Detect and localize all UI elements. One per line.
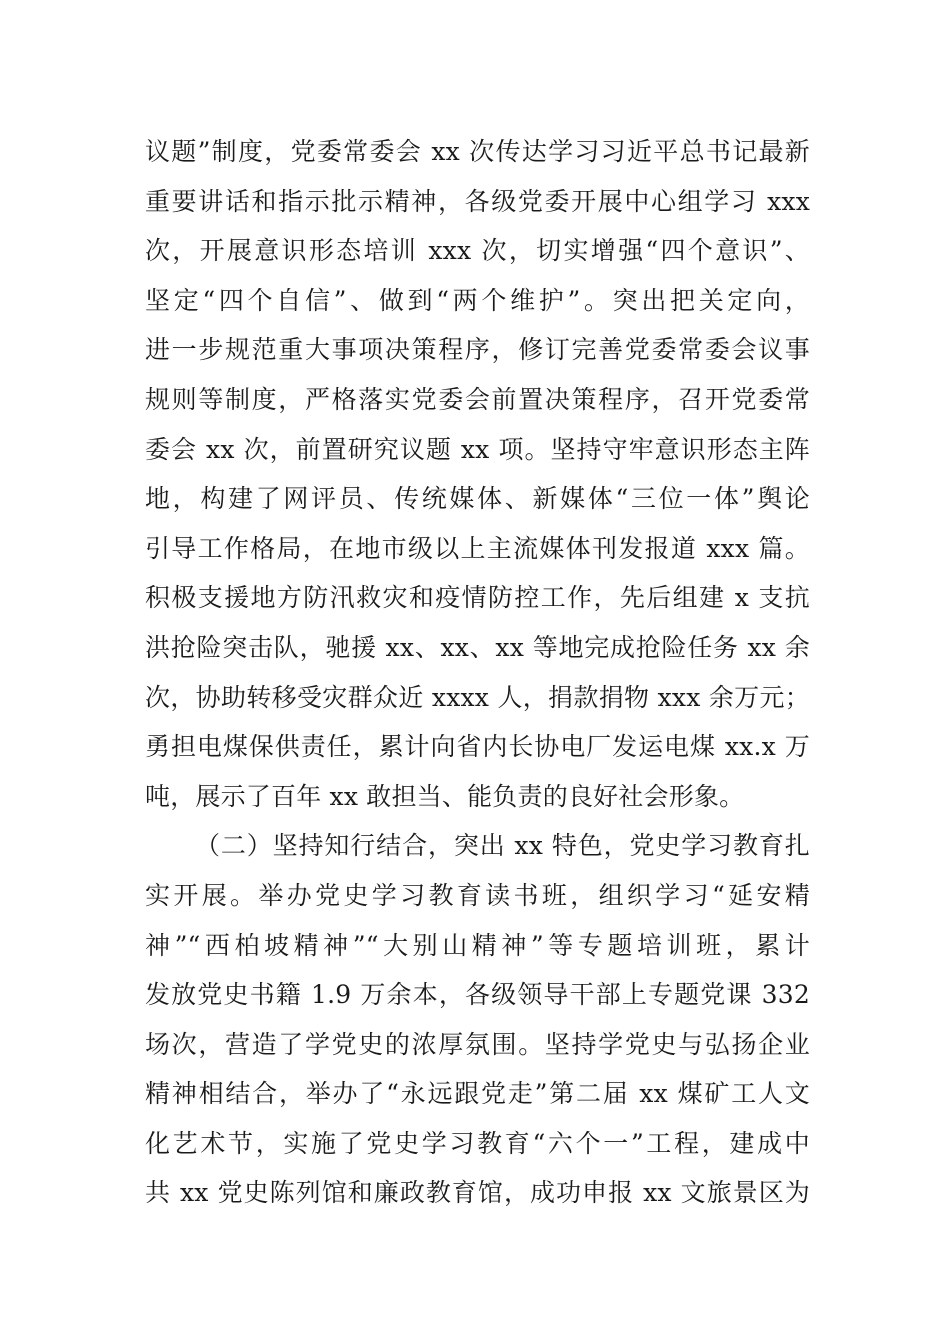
- text-line: 勇担电煤保供责任，累计向省内长协电厂发运电煤 xx.x 万: [145, 732, 810, 762]
- text-line: 积极支援地方防汛救灾和疫情防控工作，先后组建 x 支抗: [145, 583, 810, 613]
- text-line: 地，构建了网评员、传统媒体、新媒体“三位一体”舆论: [145, 484, 810, 514]
- text-line: 共 xx 党史陈列馆和廉政教育馆，成功申报 xx 文旅景区为: [145, 1178, 810, 1208]
- text-line: 议题”制度，党委常委会 xx 次传达学习习近平总书记最新: [145, 137, 810, 166]
- text-line: 进一步规范重大事项决策程序，修订完善党委常委会议事: [145, 335, 810, 365]
- text-line: 洪抢险突击队，驰援 xx、xx、xx 等地完成抢险任务 xx 余: [145, 632, 810, 662]
- text-line: 精神相结合，举办了“永远跟党走”第二届 xx 煤矿工人文: [145, 1079, 810, 1109]
- text-line: 场次，营造了学党史的浓厚氛围。坚持学党史与弘扬企业: [145, 1029, 810, 1059]
- paragraph-end-line: 吨，展示了百年 xx 敢担当、能负责的良好社会形象。: [145, 781, 745, 811]
- text-line: 化艺术节，实施了党史学习教育“六个一”工程，建成中: [145, 1128, 810, 1158]
- text-line: 发放党史书籍 1.9 万余本，各级领导干部上专题党课 332: [145, 980, 810, 1010]
- text-line: 神”“西柏坡精神”“大别山精神”等专题培训班，累计: [145, 930, 810, 960]
- section-heading-line: （二）坚持知行结合，突出 xx 特色，党史学习教育扎: [195, 831, 810, 861]
- text-line: 重要讲话和指示批示精神，各级党委开展中心组学习 xxx: [145, 186, 810, 216]
- text-line: 坚定“四个自信”、做到“两个维护”。突出把关定向，: [145, 285, 810, 315]
- text-line: 规则等制度，严格落实党委会前置决策程序，召开党委常: [145, 384, 810, 414]
- text-line: 引导工作格局，在地市级以上主流媒体刊发报道 xxx 篇。: [145, 533, 810, 563]
- text-line: 委会 xx 次，前置研究议题 xx 项。坚持守牢意识形态主阵: [145, 434, 810, 464]
- text-line: 实开展。举办党史学习教育读书班，组织学习“延安精: [145, 880, 810, 910]
- text-line: 次，开展意识形态培训 xxx 次，切实增强“四个意识”、: [145, 236, 810, 266]
- text-line: 次，协助转移受灾群众近 xxxx 人，捐款捐物 xxx 余万元；: [145, 682, 810, 712]
- body-text: [145, 127, 810, 1218]
